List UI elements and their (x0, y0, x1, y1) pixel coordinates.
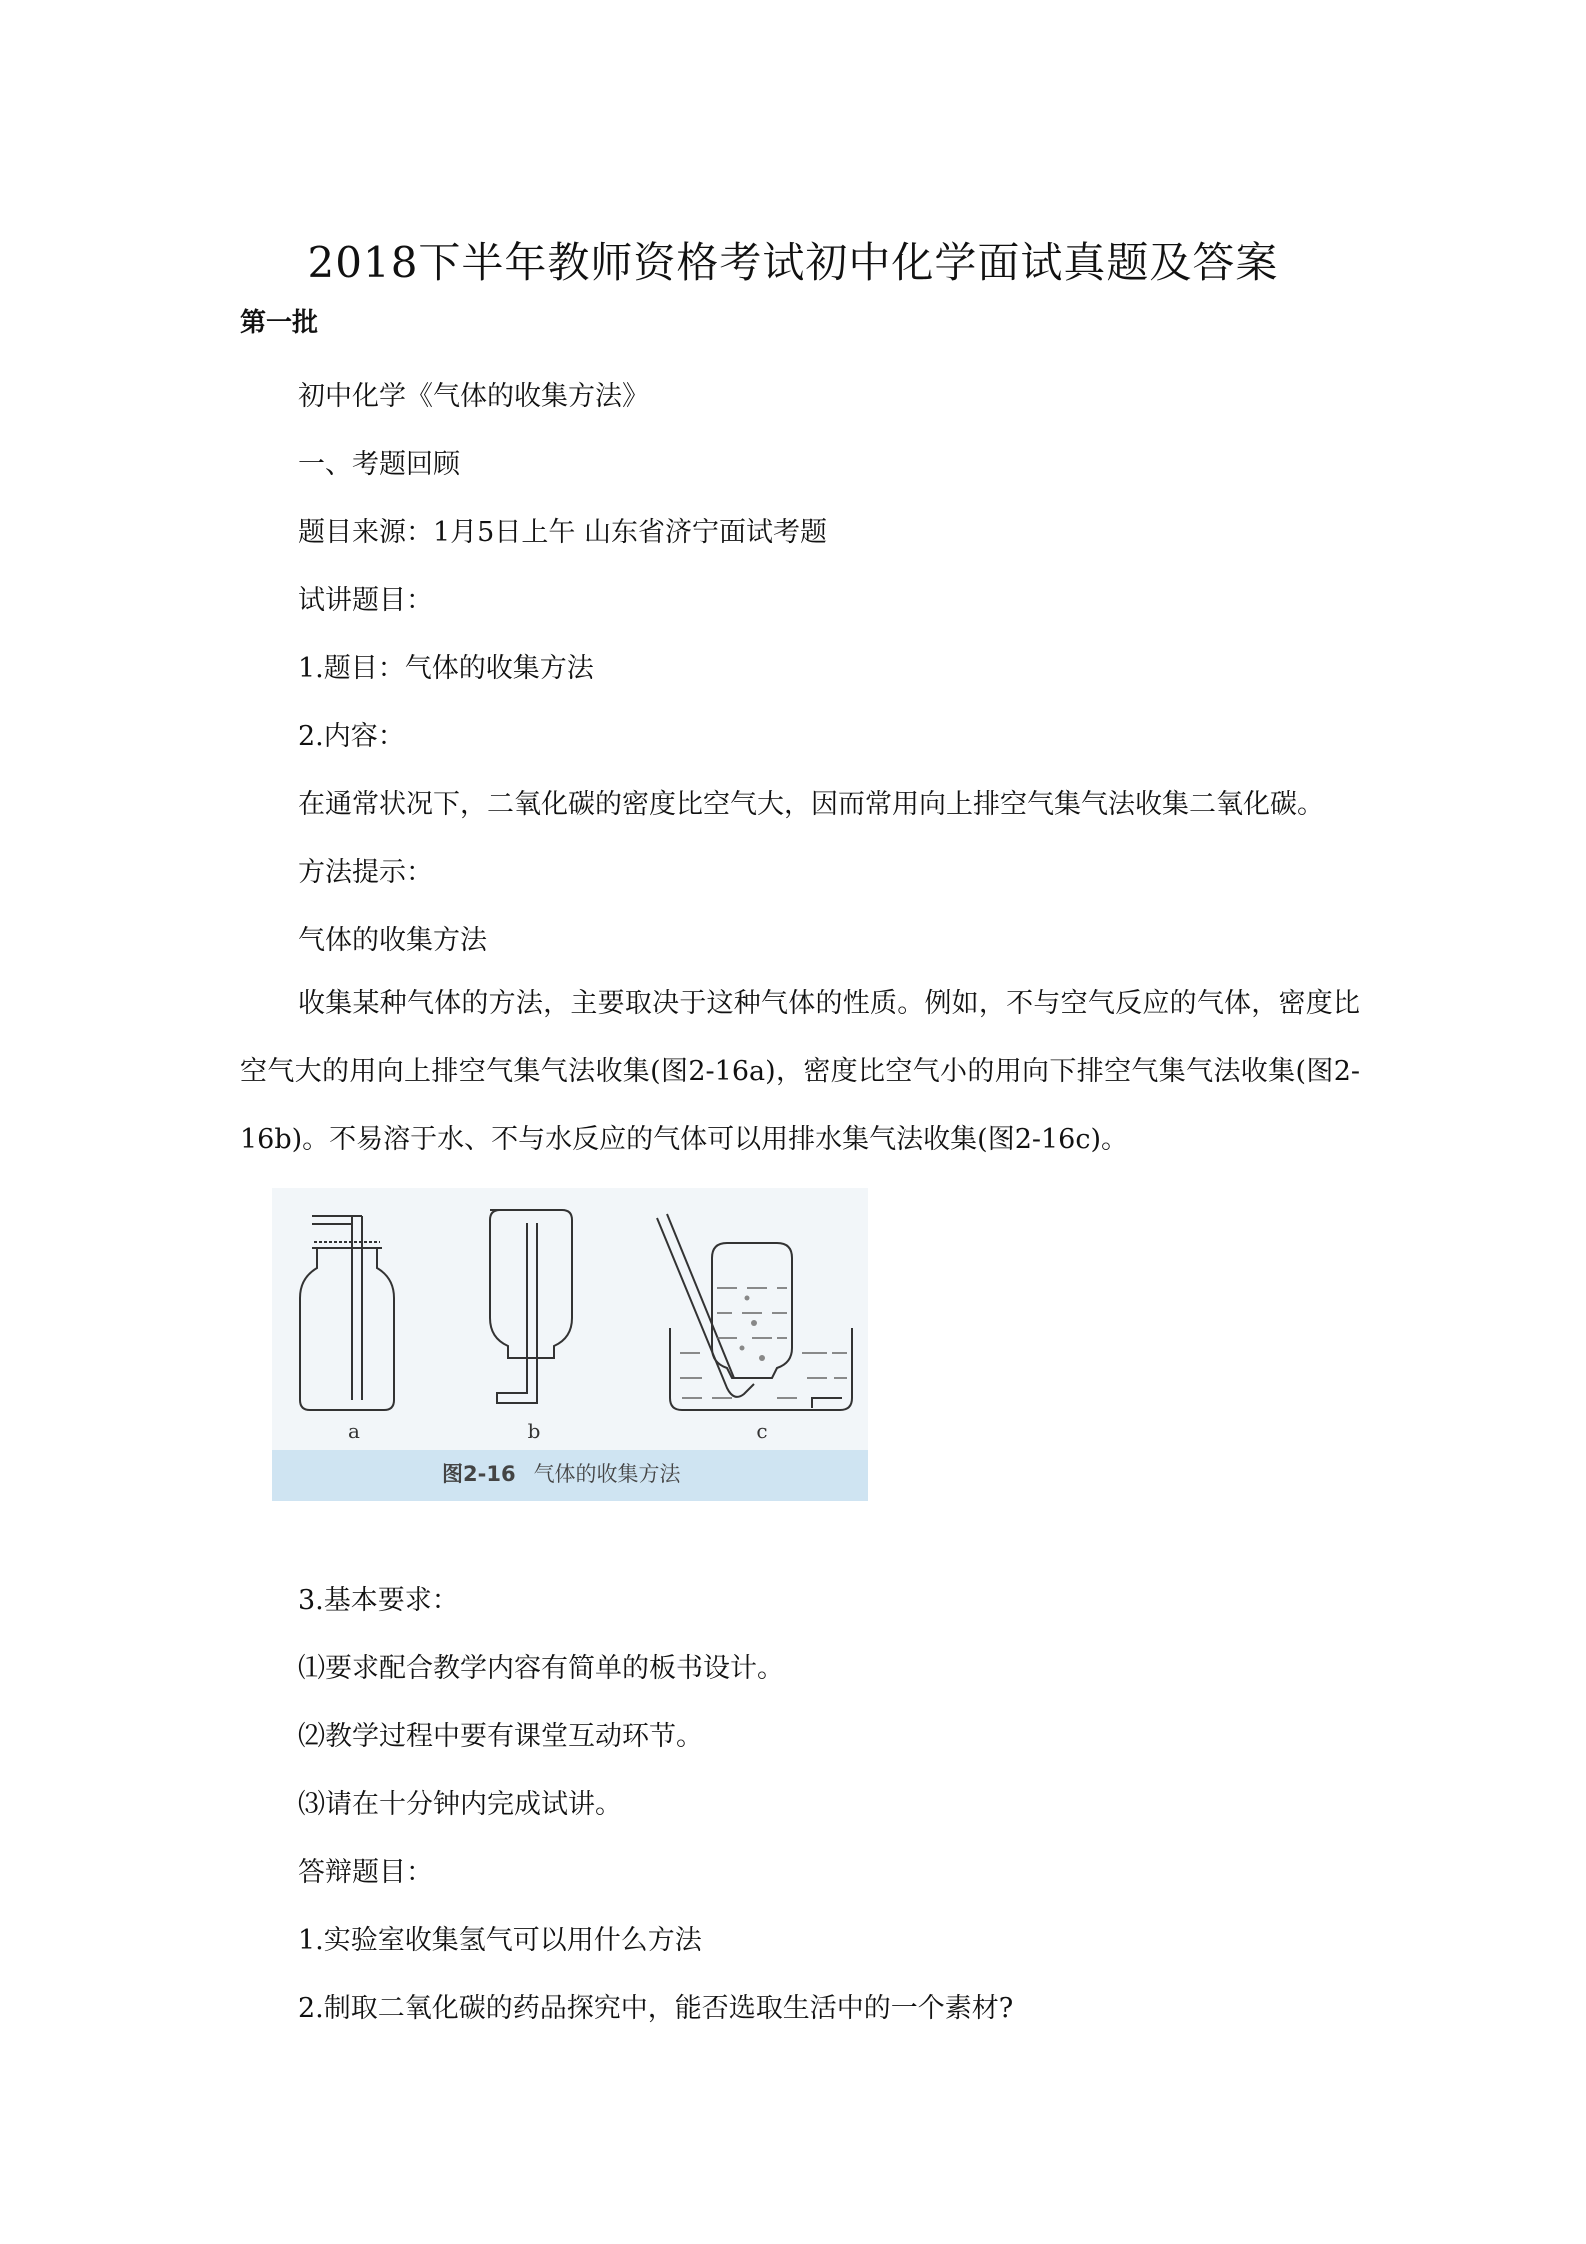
topic-line: 初中化学《气体的收集方法》 (298, 381, 649, 412)
figure-title: 气体的收集方法 (533, 1462, 681, 1486)
label-b: b (527, 1419, 541, 1443)
gas-collection-figure (272, 1188, 868, 1501)
item-topic: 1.题目：气体的收集方法 (298, 653, 594, 684)
defense-heading: 答辩题目： (298, 1857, 433, 1888)
lecture-heading: 试讲题目： (298, 585, 433, 616)
figure-caption (442, 1458, 681, 1488)
apparatus-illustration (272, 1188, 868, 1450)
defense-question-1: 1.实验室收集氢气可以用什么方法 (298, 1925, 702, 1956)
item-content: 2.内容： (298, 721, 405, 752)
source-line: 题目来源：1月5日上午 山东省济宁面试考题 (298, 517, 827, 548)
method-paragraph: 收集某种气体的方法，主要取决于这种气体的性质。例如，不与空气反应的气体，密度比空气大的用向上排空气集气法收集(图2-16a)，密度比空气小的用向下排空气集气法收集(图2-16b)。不易溶于水、不与水反应的气体可以用排水集气法收集(图2-16c)。 (240, 988, 1360, 1155)
batch-heading: 第一批 (240, 308, 319, 338)
content-text: 在通常状况下，二氧化碳的密度比空气大，因而常用向上排空气集气法收集二氧化碳。 (298, 789, 1324, 820)
figure-number: 图2-16 (442, 1462, 516, 1486)
requirements-heading: 3.基本要求： (298, 1585, 459, 1616)
requirement-3: ⑶请在十分钟内完成试讲。 (298, 1789, 622, 1820)
defense-question-2: 2.制取二氧化碳的药品探究中，能否选取生活中的一个素材? (298, 1993, 1014, 2024)
document-title: 2018下半年教师资格考试初中化学面试真题及答案 (307, 238, 1279, 287)
requirement-1: ⑴要求配合教学内容有简单的板书设计。 (298, 1653, 784, 1684)
method-title: 气体的收集方法 (298, 925, 487, 956)
label-c: c (756, 1419, 768, 1443)
label-a: a (348, 1419, 360, 1443)
requirement-2: ⑵教学过程中要有课堂互动环节。 (298, 1721, 703, 1752)
section-heading: 一、考题回顾 (298, 449, 460, 480)
method-hint: 方法提示： (298, 857, 433, 888)
